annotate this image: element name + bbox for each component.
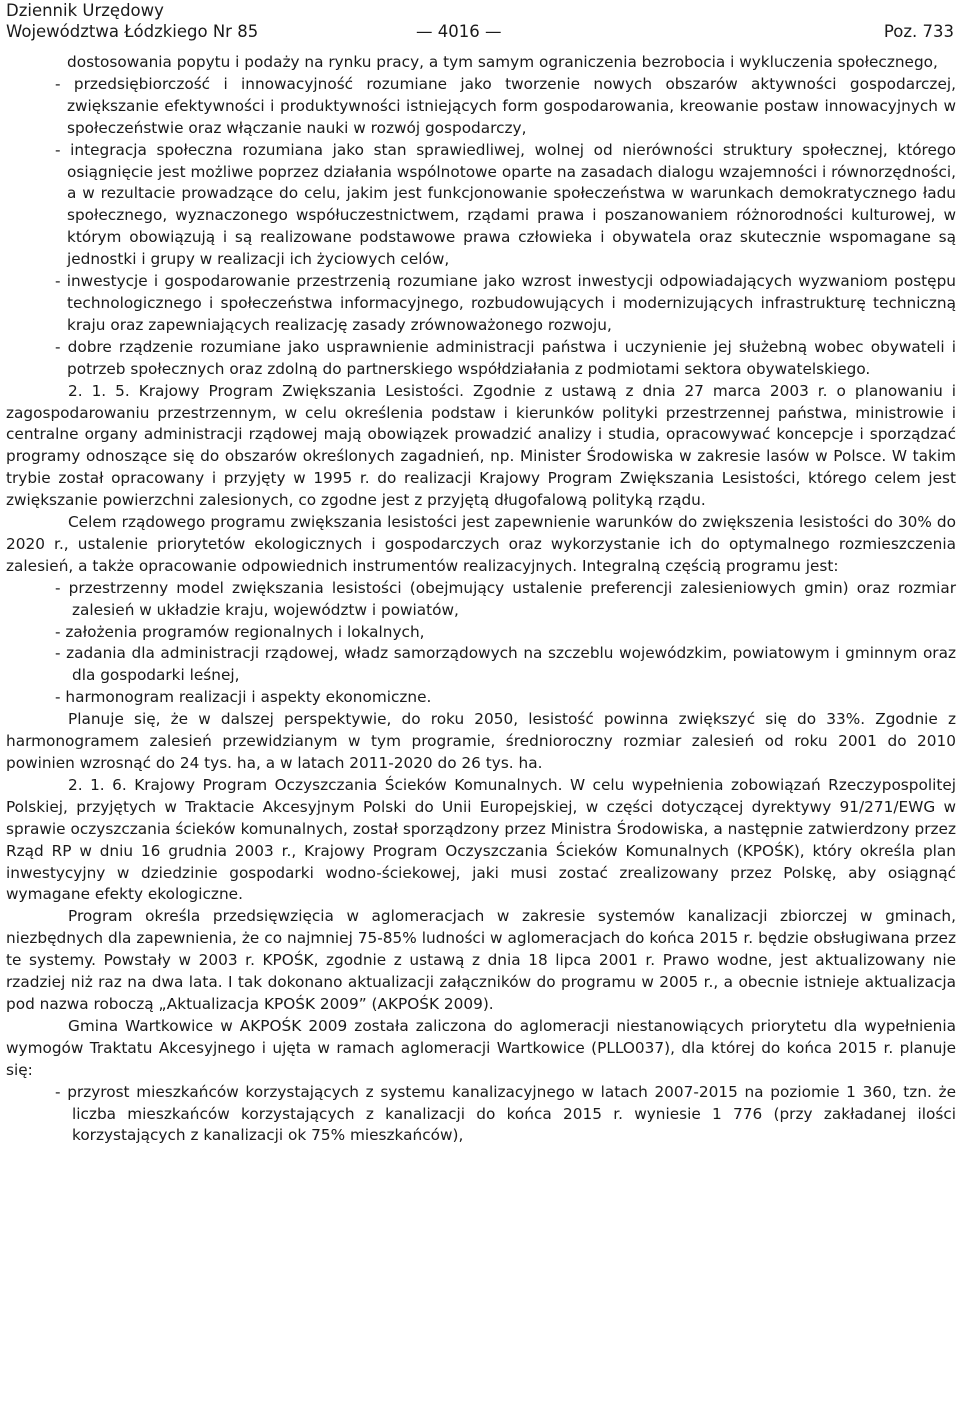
paragraph: Program określa przedsięwzięcia w aglomeracjach w zakresie systemów kanalizacji zbiorczej w gminach, niezbędnych dla zapewnienia, że co najmniej 75-85% ludności w aglomeracjach do końca 2015 r. będzie obsługiwana przez te systemy. Powstały w 2003 r. KPOŚK, zgodnie z ustawą z dnia 18 lipca 2001 r. Prawo wodne, jest aktualizowany nie rzadziej niż raz na dwa lata. I tak dokonano aktualizacji załączników do programu w 2005 r., a obecnie istnieje aktualizacja pod nazwa roboczą „Aktualizacja KPOŚK 2009” (AKPOŚK 2009).	[6, 907, 956, 1013]
list-item: - przestrzenny model zwiększania lesistości (obejmujący ustalenie preferencji zalesieniowych gmin) oraz rozmiar zalesień w układzie kraju, województw i powiatów,	[55, 578, 956, 619]
list-item: - integracja społeczna rozumiana jako stan sprawiedliwej, wolnej od nierówności struktury społecznej, którego osiągnięcie jest możliwe poprzez działania wspólnotowe oparte na zasadach dialogu wzajemności i równorzędności, a w rezultacie prowadzące do celu, jakim jest funkcjonowanie społeczeństwa w warunkach demokratycznego ładu społecznego, wyznaczonego współuczestnictwem, rządami prawa i poszanowaniem różnorodności kulturowej, w którym obowiązują i są realizowane podstawowe prawa człowieka i obywatela oraz skutecznie wspomagane są jednostki i grupy w realizacji ich życiowych celów,	[55, 140, 956, 269]
page-number: — 4016 —	[416, 22, 502, 41]
header-row	[6, 21, 954, 42]
paragraph: Celem rządowego programu zwiększania lesistości jest zapewnienie warunków do zwiększenia lesistości do 30% do 2020 r., ustalenie priorytetów ekologicznych i gospodarczych oraz wykorzystanie ich do optymalnego rozmieszczenia zalesień, a także opracowanie odpowiednich instrumentów realizacyjnych. Integralną częścią programu jest:	[6, 513, 956, 575]
section-paragraph: 2. 1. 5. Krajowy Program Zwiększania Lesistości. Zgodnie z ustawą z dnia 27 marca 2003 r. o planowaniu i zagospodarowaniu przestrzennym, w celu określenia podstaw i kierunków polityki przestrzennej państwa, ministrowie i centralne organy administracji rządowej mają obowiązek prowadzić analizy i studia, opracowywać koncepcje i sporządzać programy odnoszące się do obszarów określonych zagadnień, np. Minister Środowiska w zakresie lasów w Polsce. W takim trybie został opracowany i przyjęty w 1995 r. do realizacji Krajowy Program Zwiększania Lesistości, którego celem jest zwiększanie powierzchni zalesionych, co zgodne jest z przyjętą długofalową polityką rządu.	[6, 381, 956, 510]
journal-title: Dziennik Urzędowy	[6, 1, 164, 20]
paragraph: dostosowania popytu i podaży na rynku pracy, a tym samym ograniczenia bezrobocia i wykluczenia społecznego,	[67, 53, 938, 71]
page-header	[6, 0, 954, 42]
paragraph: Planuje się, że w dalszej perspektywie, do roku 2050, lesistość powinna zwiększyć się do 33%. Zgodnie z harmonogramem zalesień przewidzianym w tym programie, średnioroczny rozmiar zalesień od roku 2001 do 2010 powinien wzrosnąć do 24 tys. ha, a w latach 2011-2020 do 26 tys. ha.	[6, 710, 956, 772]
list-item: - zadania dla administracji rządowej, władz samorządowych na szczeblu wojewódzkim, powiatowym i gminnym oraz dla gospodarki leśnej,	[55, 644, 956, 685]
list-item: - harmonogram realizacji i aspekty ekonomiczne.	[55, 688, 432, 707]
position-number: Poz. 733	[883, 22, 954, 41]
section-paragraph: 2. 1. 6. Krajowy Program Oczyszczania Ścieków Komunalnych. W celu wypełnienia zobowiązań Rzeczypospolitej Polskiej, przyjętych w Traktacie Akcesyjnym Polski do Unii Europejskiej, w części dotyczącej dyrektywy 91/271/EWG w sprawie oczyszczania ścieków komunalnych, został sporządzony przez Ministra Środowiska, a następnie zatwierdzony przez Rząd RP w dniu 16 grudnia 2003 r., Krajowy Program Oczyszczania Ścieków Komunalnych (KPOŚK), który określa plan inwestycyjny w dziedzinie gospodarki wodno-ściekowej, jaki musi zostać zrealizowany przez Polskę, aby osiągnąć wymagane efekty ekologiczne.	[6, 775, 956, 904]
list-item: - inwestycje i gospodarowanie przestrzenią rozumiane jako wzrost inwestycji odpowiadających wyzwaniom postępu technologicznego i społeczeństwa informacyjnego, rozbudowujących i modernizujących infrastrukturę techniczną kraju oraz zapewniających realizację zasady zrównoważonego rozwoju,	[55, 272, 956, 334]
list-item: - przedsiębiorczość i innowacyjność rozumiane jako tworzenie nowych obszarów aktywności gospodarczej, zwiększanie efektywności i produktywności istniejących form gospodarowania, kreowanie postaw innowacyjnych w społeczeństwie oraz włączanie nauki w rozwój gospodarczy,	[55, 74, 956, 137]
list-item: - dobre rządzenie rozumiane jako usprawnienie administracji państwa i uczynienie jej służebną wobec obywateli i potrzeb społecznych oraz zdolną do partnerskiego współdziałania z podmiotami sektora obywatelskiego.	[55, 337, 956, 378]
journal-subtitle: Województwa Łódzkiego Nr 85	[6, 22, 259, 41]
list-item: - przyrost mieszkańców korzystających z systemu kanalizacyjnego w latach 2007-2015 na poziomie 1 360, tzn. że liczba mieszkańców korzystających z kanalizacji do końca 2015 r. wyniesie 1 776 (przy zakładanej ilości korzystających z kanalizacji ok 75% mieszkańców),	[55, 1082, 956, 1145]
list-item: - założenia programów regionalnych i lokalnych,	[55, 622, 425, 641]
paragraph: Gmina Wartkowice w AKPOŚK 2009 została zaliczona do aglomeracji niestanowiących priorytetu dla wypełnienia wymogów Traktatu Akcesyjnego i ujęta w ramach aglomeracji Wartkowice (PLLO037), dla której do końca 2015 r. planuje się:	[6, 1016, 956, 1079]
document-body	[6, 52, 956, 1147]
